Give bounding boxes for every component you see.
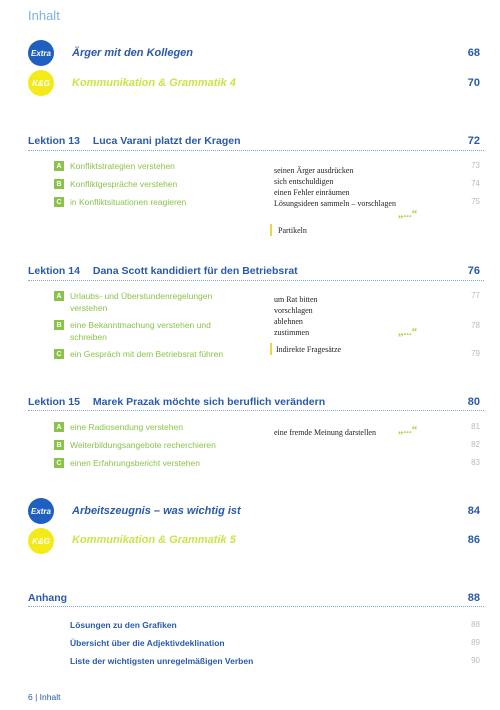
lesson-label: Lektion 13 [28,135,80,147]
section-item[interactable]: in Konfliktsituationen reagieren [70,197,187,207]
phrase: ablehnen [274,317,303,326]
dotted-divider [28,280,484,281]
sub-page: 79 [471,349,480,358]
section-letter: A [54,161,64,171]
section-item[interactable]: Weiterbildungsangebote recherchieren [70,440,216,450]
lesson-page: 80 [467,396,480,408]
extra-badge: Extra [28,40,54,66]
lesson-page: 72 [467,135,480,147]
kg-title[interactable]: Kommunikation & Grammatik 5 [72,534,236,546]
appendix-item-page: 89 [471,638,480,647]
page-footer: 6 | Inhalt [28,692,61,702]
dotted-divider [28,410,484,411]
section-letter: B [54,440,64,450]
lesson-13-heading[interactable] [28,135,241,147]
sub-page: 82 [471,440,480,449]
appendix-page: 88 [467,592,480,604]
appendix-item[interactable]: Übersicht über die Adjektivdeklination [70,638,225,648]
sub-page: 78 [471,321,480,330]
section-item[interactable]: einen Erfahrungsbericht verstehen [70,458,200,468]
kg-badge: K&G [28,70,54,96]
kg-badge: K&G [28,528,54,554]
phrase: vorschlagen [274,306,313,315]
section-letter: B [54,179,64,189]
lesson-title: Luca Varani platzt der Kragen [92,135,241,147]
grammar-bar [270,343,272,355]
quote-mark-icon: „...“ [398,208,418,220]
sub-page: 81 [471,422,480,431]
sub-page: 77 [471,291,480,300]
extra-title[interactable]: Ärger mit den Kollegen [72,47,194,59]
lesson-14-heading[interactable] [28,265,298,277]
extra-page: 68 [467,47,480,59]
lesson-15-heading[interactable] [28,396,325,408]
section-item[interactable]: eine Bekanntmachung verstehen und schreiben [70,320,211,342]
section-item[interactable]: ein Gespräch mit dem Betriebsrat führen [70,349,224,359]
sub-page: 74 [471,179,480,188]
appendix-item-page: 88 [471,620,480,629]
phrase: sich entschuldigen [274,177,334,186]
kg-page: 70 [467,77,480,89]
appendix-item[interactable]: Lösungen zu den Grafiken [70,620,177,630]
quote-mark-icon: „...“ [398,424,418,436]
extra-page: 84 [467,505,480,517]
section-letter: C [54,349,64,359]
phrase: seinen Ärger ausdrücken [274,166,354,175]
appendix-heading[interactable]: Anhang [28,592,68,604]
section-item[interactable]: Konfliktstrategien verstehen [70,161,175,171]
section-letter: A [54,291,64,301]
kg-title[interactable]: Kommunikation & Grammatik 4 [72,77,236,89]
grammar-topic: Partikeln [278,226,307,235]
lesson-label: Lektion 14 [28,265,80,277]
section-letter: A [54,422,64,432]
phrase: eine fremde Meinung darstellen [274,428,376,437]
appendix-item[interactable]: Liste der wichtigsten unregelmäßigen Verben [70,656,254,666]
sub-page: 73 [471,161,480,170]
extra-title[interactable]: Arbeitszeugnis – was wichtig ist [72,505,241,517]
grammar-bar [270,224,272,236]
page-header: Inhalt [28,8,60,23]
section-item[interactable]: Urlaubs- und Überstundenregelungen verstehen [70,291,213,313]
sub-page: 83 [471,458,480,467]
phrase: Lösungsideen sammeln – vorschlagen [274,199,396,208]
lesson-page: 76 [467,265,480,277]
sub-page: 75 [471,197,480,206]
dotted-divider [28,606,484,607]
section-item[interactable]: Konfliktgespräche verstehen [70,179,178,189]
lesson-title: Dana Scott kandidiert für den Betriebsrat [92,265,298,277]
phrase: einen Fehler einräumen [274,188,350,197]
section-item[interactable]: eine Radiosendung verstehen [70,422,183,432]
quote-mark-icon: „...“ [398,326,418,338]
lesson-label: Lektion 15 [28,396,80,408]
section-letter: C [54,197,64,207]
appendix-item-page: 90 [471,656,480,665]
kg-page: 86 [467,534,480,546]
grammar-topic: Indirekte Fragesätze [276,345,342,354]
dotted-divider [28,150,484,151]
phrase: um Rat bitten [274,295,318,304]
section-letter: B [54,320,64,330]
phrase: zustimmen [274,328,310,337]
lesson-title: Marek Prazak möchte sich beruflich verändern [92,396,326,408]
section-letter: C [54,458,64,468]
extra-badge: Extra [28,498,54,524]
